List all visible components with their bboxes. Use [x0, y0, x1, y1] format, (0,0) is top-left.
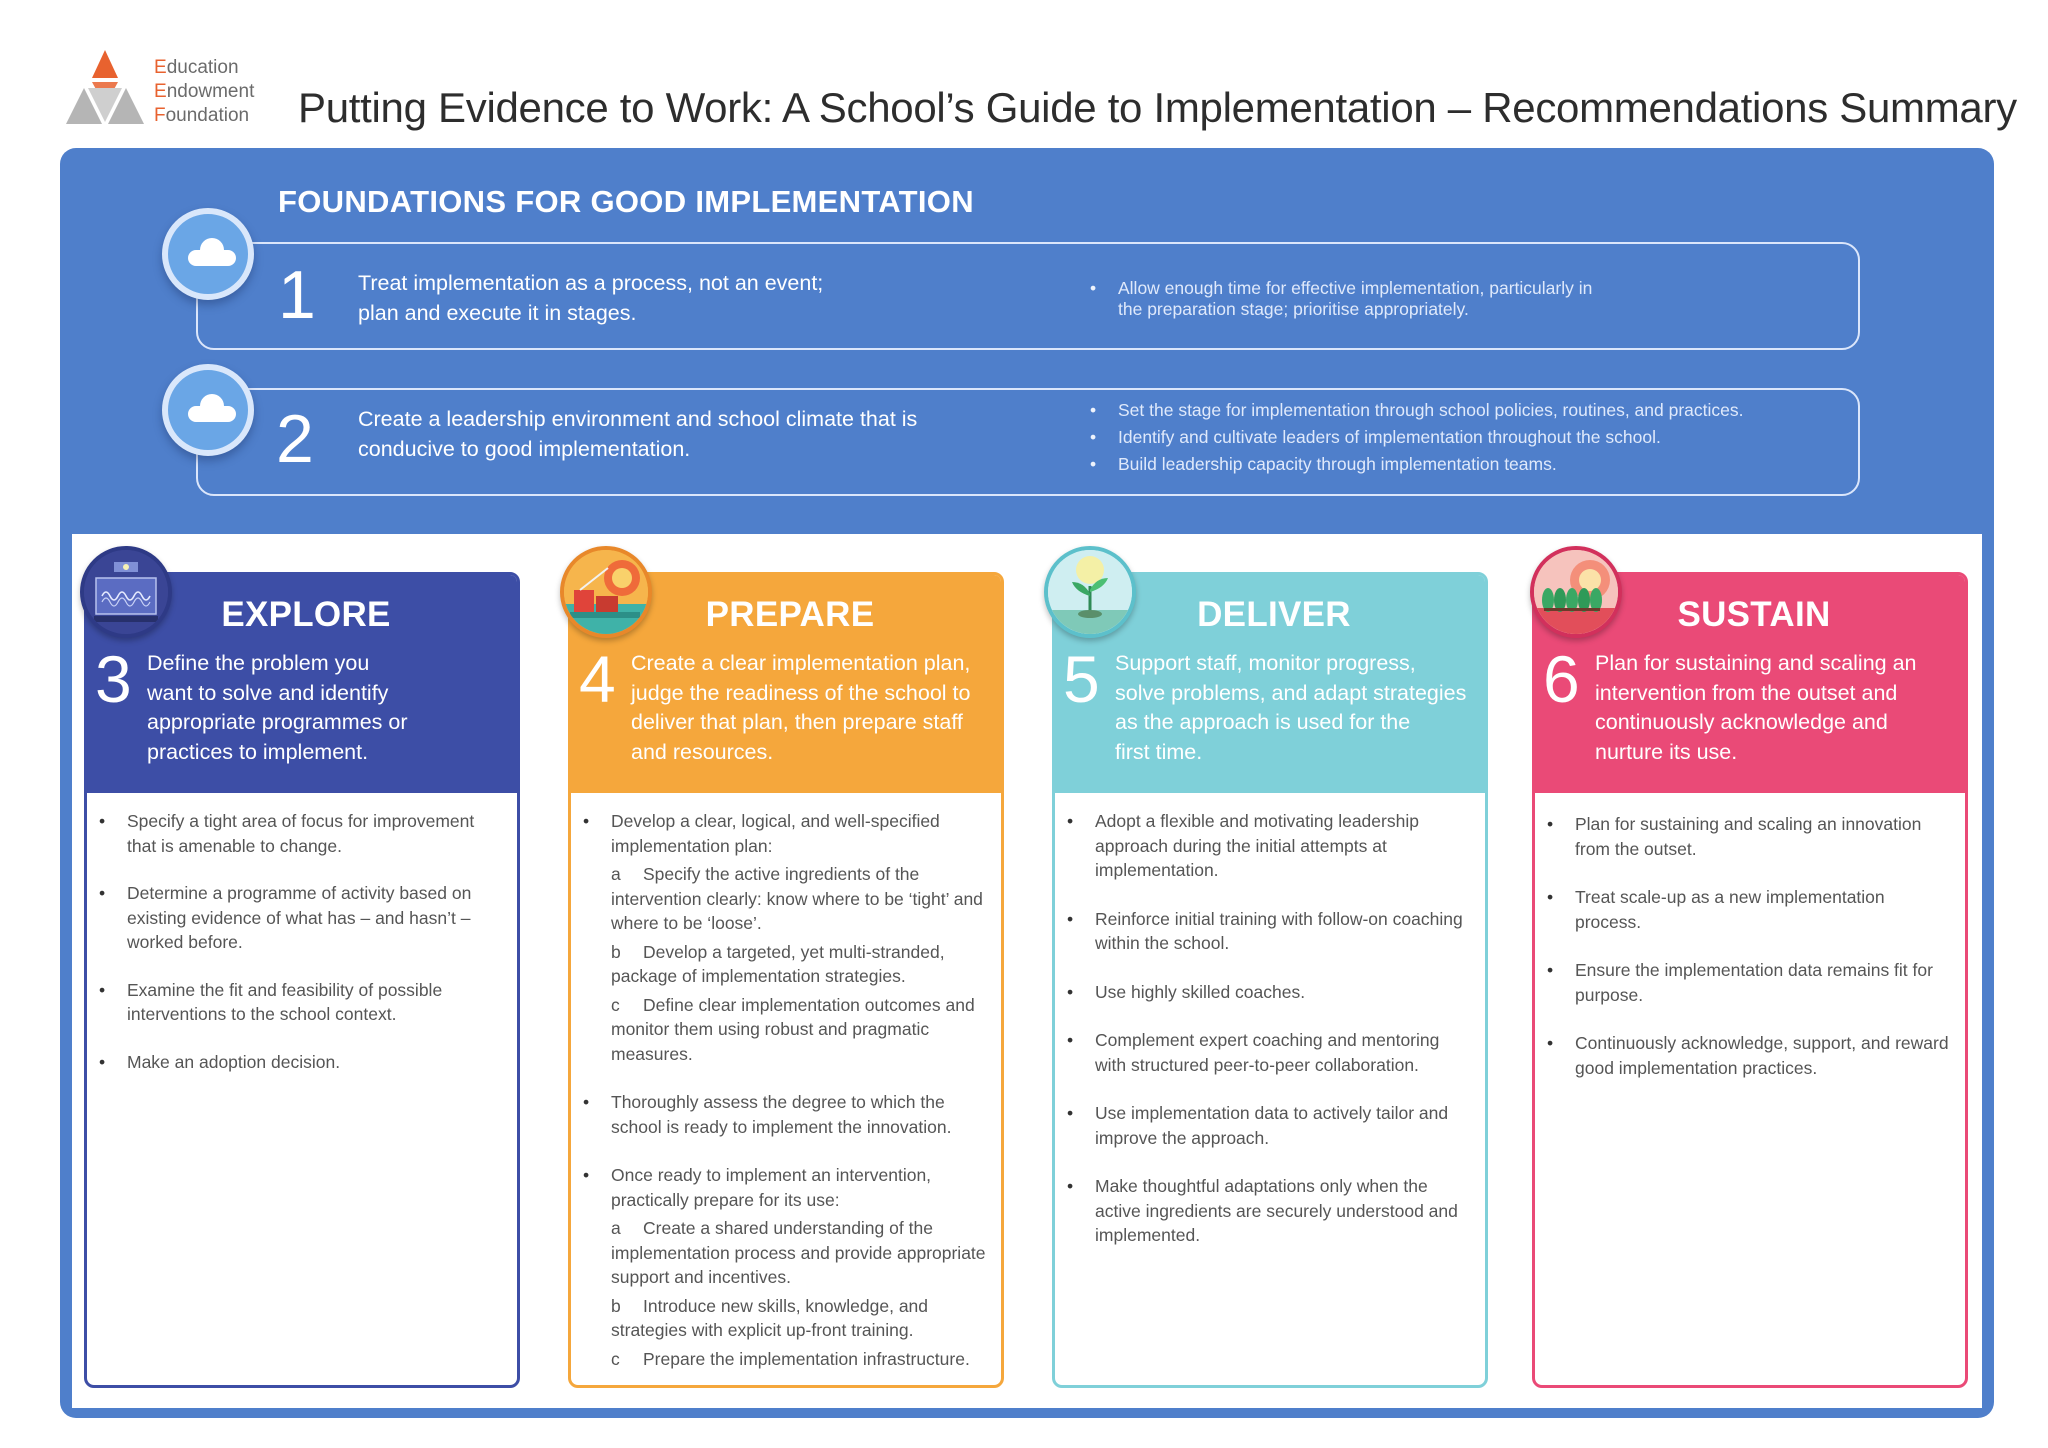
- stage-summary-line: nurture its use.: [1595, 739, 1738, 764]
- stage-bullet: • Continuously acknowledge, support, and reward good implementation practices.: [1545, 1031, 1955, 1080]
- foundation-bullet: • Identify and cultivate leaders of implementation throughout the school.: [1088, 427, 1744, 448]
- stage-bullet: • Reinforce initial training with follow-on coaching within the school.: [1065, 907, 1475, 956]
- stage-name: PREPARE: [705, 595, 875, 634]
- stage-bullet: • Make an adoption decision.: [97, 1050, 507, 1075]
- stage-number: 4: [579, 642, 616, 716]
- stage-sub-bullet: [611, 862, 991, 936]
- stage-summary-line: Plan for sustaining and scaling an: [1595, 651, 1917, 675]
- stage-summary-line: Define the problem you: [147, 651, 370, 675]
- logo-line-2: Endowment: [154, 81, 255, 102]
- stage-sub-bullet: [611, 1216, 991, 1290]
- stage-summary-line: solve problems, and adapt strategies: [1115, 680, 1467, 705]
- foundation-bullets-2: [1088, 400, 1744, 481]
- stage-summary-line: Create a clear implementation plan,: [631, 651, 971, 675]
- stage-bullets: [1545, 812, 1955, 1104]
- stage-bullet: [581, 1163, 991, 1371]
- cloud-icon: [162, 208, 254, 300]
- stage-bullet-text: Once ready to implement an intervention, practically prepare for its use:: [611, 1165, 932, 1210]
- stage-summary: [1115, 649, 1479, 767]
- stage-summary-line: first time.: [1115, 739, 1203, 764]
- sub-letter: b: [611, 941, 621, 962]
- stage-summary-line: continuously acknowledge and: [1595, 710, 1888, 734]
- stage-explore: [84, 572, 520, 1388]
- sub-letter: c: [611, 1348, 620, 1369]
- stage-name: DELIVER: [1197, 595, 1351, 634]
- stage-sub-bullet: [611, 1347, 991, 1372]
- logo-line-3: Foundation: [154, 105, 250, 126]
- eef-logo: [66, 46, 266, 136]
- stage-summary-line: Support staff, monitor progress,: [1115, 651, 1416, 675]
- stage-bullet-text: Develop a clear, logical, and well-specified implementation plan:: [611, 811, 940, 856]
- foundation-text-line: Create a leadership environment and school climate that is: [358, 407, 918, 431]
- sub-letter: a: [611, 1218, 621, 1238]
- sub-text: Introduce new skills, knowledge, and strategies with explicit up-front training.: [611, 1295, 929, 1340]
- stage-summary-line: and resources.: [631, 739, 774, 764]
- stage-summary-line: deliver that plan, then prepare staff: [631, 710, 963, 734]
- logo-wordmark: [154, 56, 254, 128]
- stage-summary: [147, 649, 511, 767]
- stage-summary-line: intervention from the outset and: [1595, 680, 1898, 705]
- stage-summary-line: judge the readiness of the school to: [631, 680, 971, 705]
- stage-sub-bullet: [611, 993, 991, 1067]
- foundation-number-2: 2: [276, 401, 314, 477]
- sub-text: Create a shared understanding of the implementation process and provide appropriate support and incentives.: [611, 1218, 986, 1287]
- foundation-text-line: plan and execute it in stages.: [358, 301, 637, 325]
- stage-summary-line: appropriate programmes or: [147, 710, 408, 734]
- sub-letter: a: [611, 864, 621, 884]
- stage-summary-line: as the approach is used for the: [1115, 710, 1411, 734]
- stage-summary-line: practices to implement.: [147, 739, 369, 764]
- stage-bullet: • Use implementation data to actively tailor and improve the approach.: [1065, 1101, 1475, 1150]
- foundation-bullet: • Build leadership capacity through implementation teams.: [1088, 454, 1744, 475]
- stage-number: 6: [1543, 642, 1580, 716]
- stage-bullet: • Use highly skilled coaches.: [1065, 980, 1475, 1005]
- foundation-text-line: conducive to good implementation.: [358, 437, 691, 461]
- stage-bullet: • Specify a tight area of focus for improvement that is amenable to change.: [97, 809, 507, 858]
- sub-text: Develop a targeted, yet multi-stranded, package of implementation strategies.: [611, 941, 945, 986]
- stage-sustain: [1532, 572, 1968, 1388]
- eef-logo-mark-icon: [66, 48, 144, 128]
- sub-letter: b: [611, 1295, 621, 1316]
- stage-number: 3: [95, 642, 132, 716]
- seedling-icon: [1044, 546, 1136, 638]
- stage-summary-line: want to solve and identify: [147, 680, 389, 705]
- foundation-text-line: Treat implementation as a process, not an event;: [358, 271, 824, 295]
- cloud-icon: [162, 364, 254, 456]
- stage-bullet: • Plan for sustaining and scaling an innovation from the outset.: [1545, 812, 1955, 861]
- trees-icon: [1530, 546, 1622, 638]
- page-title: Putting Evidence to Work: A School’s Guide to Implementation – Recommendations Summary: [298, 84, 2017, 131]
- stage-bullet: • Adopt a flexible and motivating leadership approach during the initial attempts at implementation.: [1065, 809, 1475, 883]
- sub-text: Specify the active ingredients of the intervention clearly: know where to be ‘tight’ and where to be ‘loose’.: [611, 864, 983, 933]
- construction-icon: [560, 546, 652, 638]
- sub-letter: c: [611, 994, 620, 1015]
- stage-prepare: [568, 572, 1004, 1388]
- stage-bullets: [1065, 809, 1475, 1272]
- stage-bullet: • Treat scale-up as a new implementation process.: [1545, 885, 1955, 934]
- stage-bullet: • Ensure the implementation data remains fit for purpose.: [1545, 958, 1955, 1007]
- stage-summary: [1595, 649, 1959, 767]
- stage-bullet: • Complement expert coaching and mentoring with structured peer-to-peer collaboration.: [1065, 1028, 1475, 1077]
- sub-text: Define clear implementation outcomes and monitor them using robust and pragmatic measures.: [611, 994, 975, 1064]
- foundation-text-1: [358, 268, 823, 328]
- logo-line-1: Education: [154, 57, 239, 78]
- sub-text: Prepare the implementation infrastructure.: [643, 1348, 970, 1369]
- stage-deliver: [1052, 572, 1488, 1388]
- stage-sub-bullet: [611, 940, 991, 989]
- stage-bullet: [581, 809, 991, 1066]
- stage-bullets: [581, 809, 991, 1371]
- foundation-bullets-1: [1088, 278, 1608, 320]
- stage-bullets: [97, 809, 507, 1098]
- stage-bullet: • Determine a programme of activity based on existing evidence of what has – and hasn’t – worked before.: [97, 881, 507, 955]
- stage-number: 5: [1063, 642, 1100, 716]
- foundation-bullet: • Set the stage for implementation through school policies, routines, and practices.: [1088, 400, 1744, 421]
- stage-bullet: • Thoroughly assess the degree to which the school is ready to implement the innovation.: [581, 1090, 991, 1139]
- foundation-number-1: 1: [278, 257, 316, 333]
- foundations-heading: FOUNDATIONS FOR GOOD IMPLEMENTATION: [278, 184, 974, 219]
- foundation-bullet: • Allow enough time for effective implementation, particularly in the preparation stage; prioritise appropriately.: [1088, 278, 1608, 320]
- circuit-icon: [80, 546, 172, 638]
- stage-sub-bullet: [611, 1294, 991, 1343]
- stage-bullet: • Make thoughtful adaptations only when the active ingredients are securely understood and implemented.: [1065, 1174, 1475, 1248]
- stage-bullet: • Examine the fit and feasibility of possible interventions to the school context.: [97, 978, 507, 1027]
- stage-name: SUSTAIN: [1677, 595, 1831, 634]
- stage-name: EXPLORE: [221, 595, 391, 634]
- stage-summary: [631, 649, 995, 767]
- foundation-text-2: [358, 404, 917, 464]
